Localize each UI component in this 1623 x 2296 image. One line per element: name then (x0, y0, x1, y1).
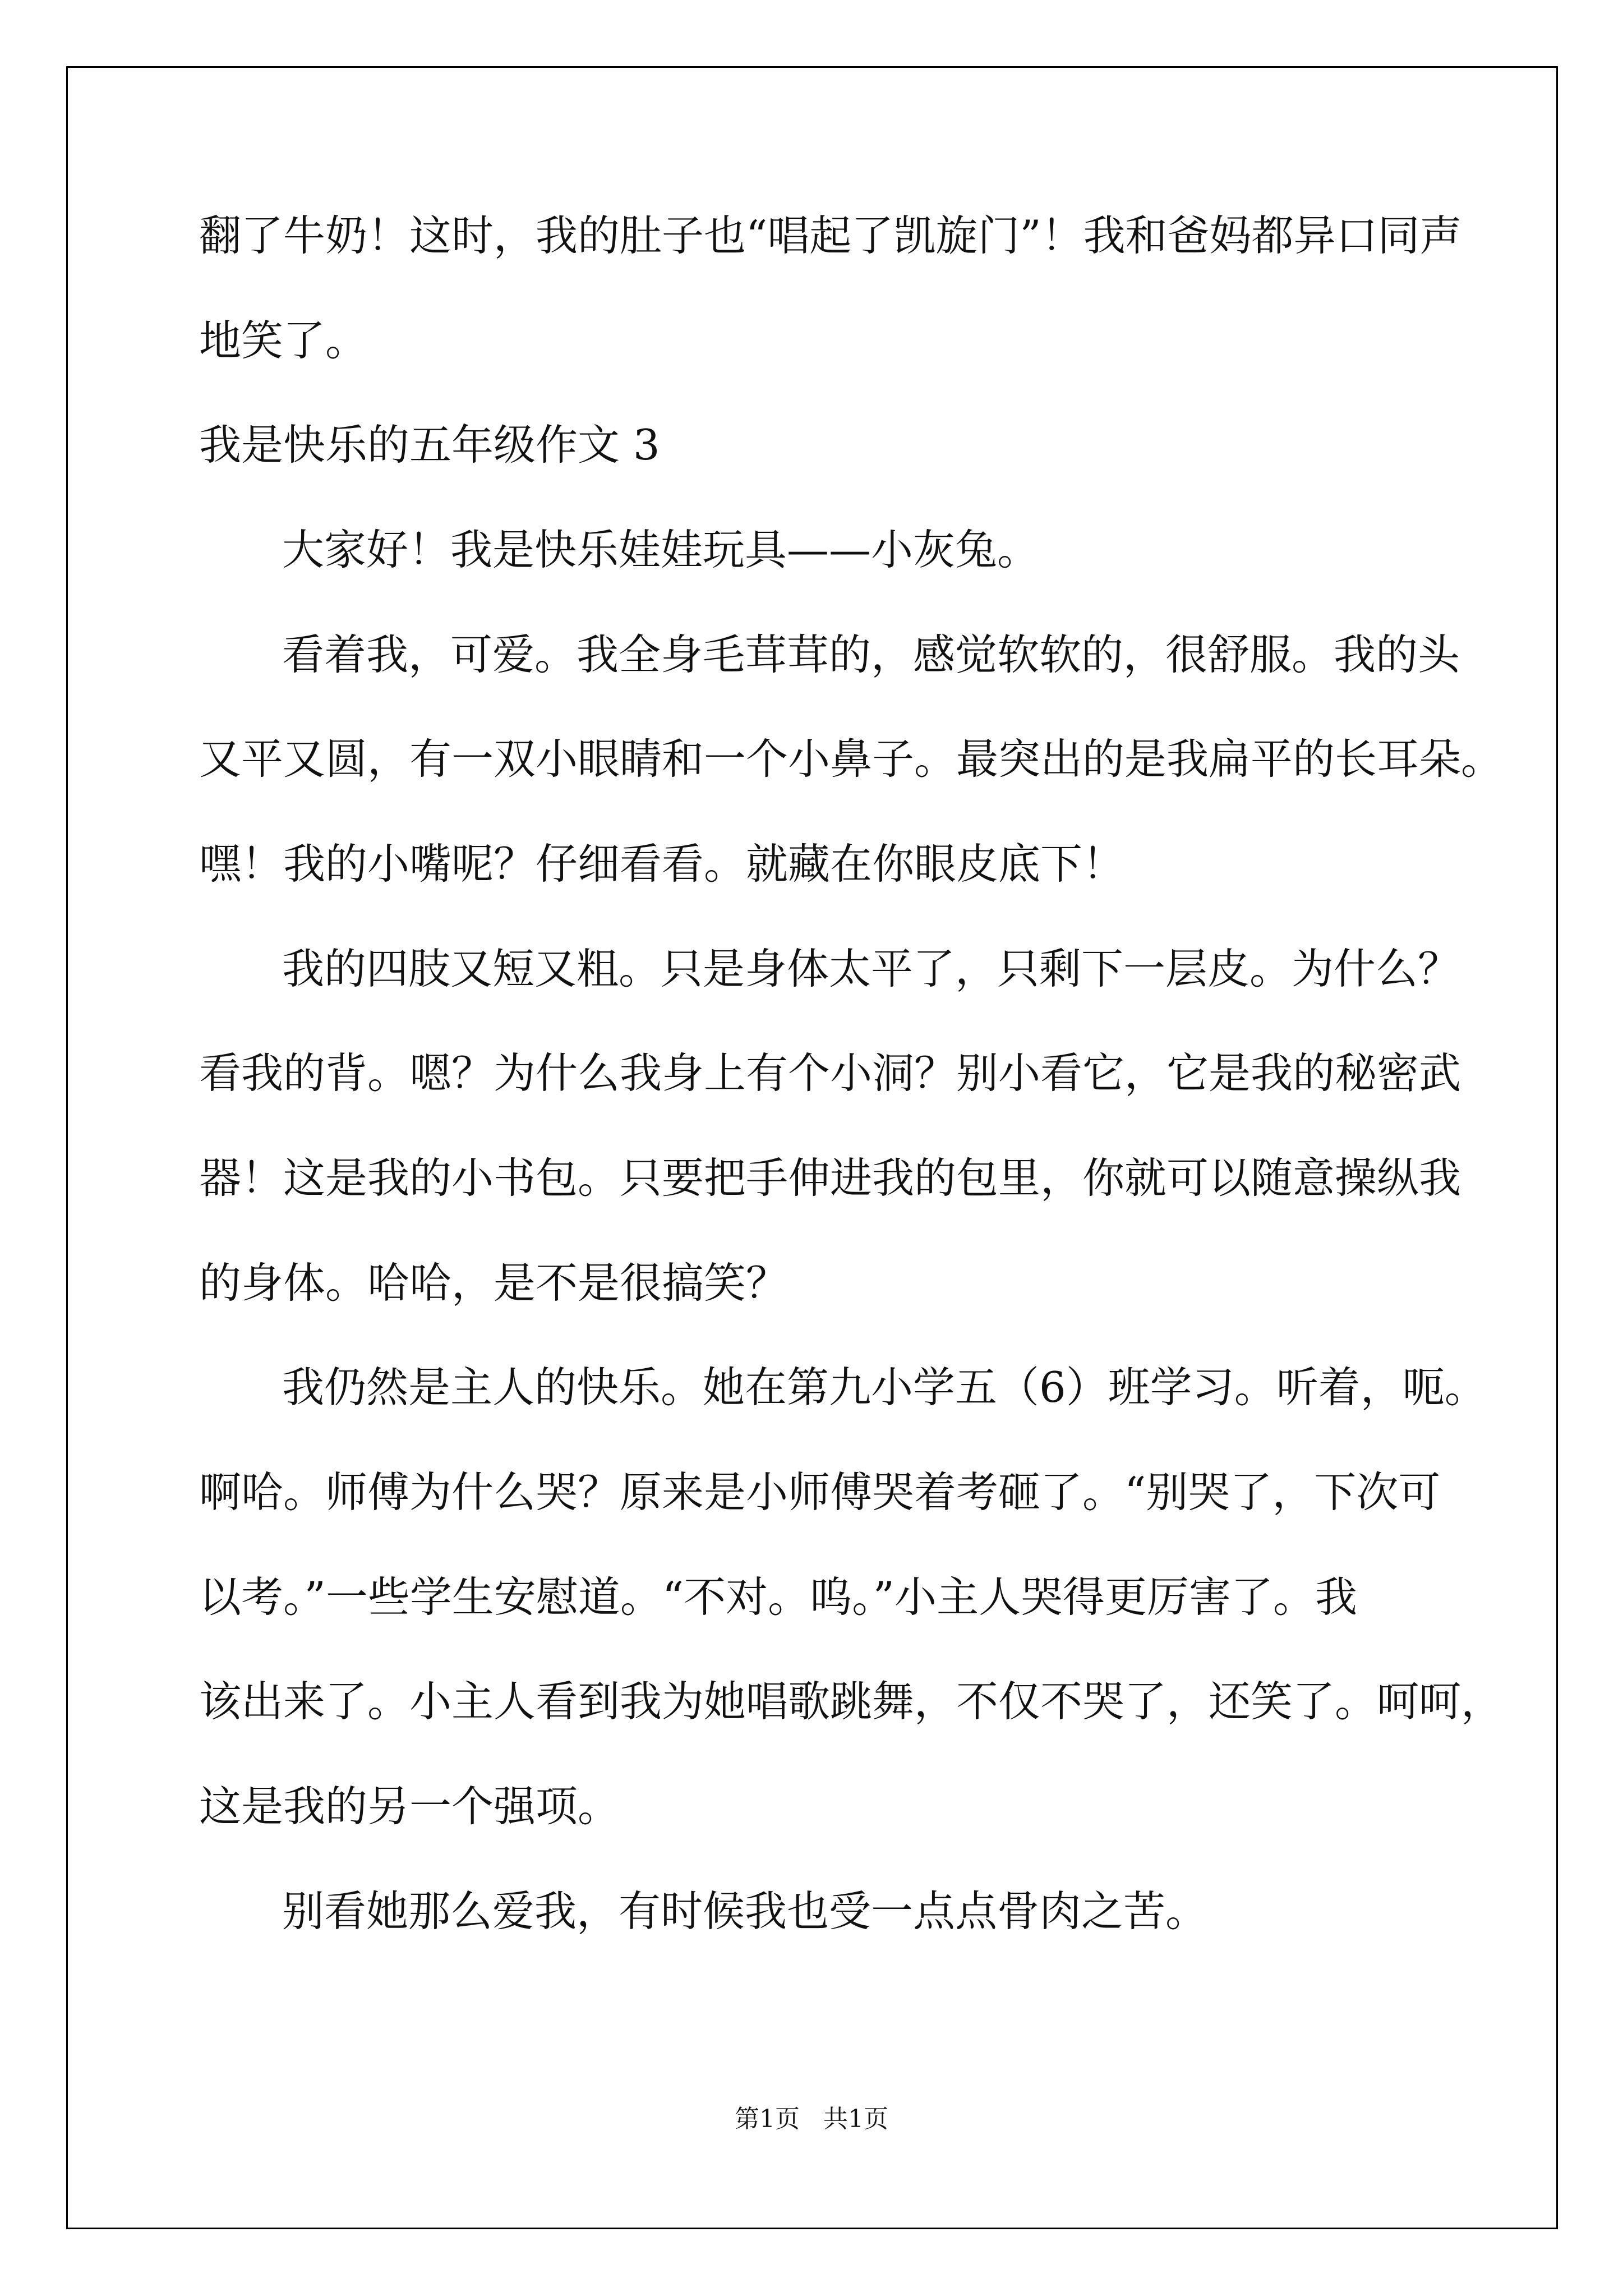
text-line: 看我的背。嗯？为什么我身上有个小洞？别小看它，它是我的秘密武 (199, 1048, 1461, 1098)
paragraph-start: 我仍然是主人的快乐。她在第九小学五（6）班学习。听着，呃。 (282, 1363, 1487, 1412)
paragraph-start: 看着我，可爱。我全身毛茸茸的，感觉软软的，很舒服。我的头 (282, 630, 1460, 679)
page-footer: 第1页 共1页 (735, 2105, 888, 2133)
text-line: 地笑了。 (199, 316, 368, 365)
text-line: 又平又圆，有一双小眼睛和一个小鼻子。最突出的是我扁平的长耳朵。 (199, 734, 1504, 784)
text-line: 啊哈。师傅为什么哭？原来是小师傅哭着考砸了。“别哭了，下次可 (199, 1467, 1441, 1517)
section-title: 我是快乐的五年级作文 3 (199, 420, 660, 470)
paragraph-start: 大家好！我是快乐娃娃玩具——小灰兔。 (282, 525, 1040, 574)
text-line: 器！这是我的小书包。只要把手伸进我的包里，你就可以随意操纵我 (199, 1153, 1461, 1203)
text-line: 的身体。哈哈，是不是很搞笑？ (199, 1258, 789, 1308)
paragraph-start: 别看她那么爱我，有时候我也受一点点骨肉之苦。 (282, 1887, 1208, 1936)
text-line: 翻了牛奶！这时，我的肚子也“唱起了凯旋门”！我和爸妈都异口同声 (199, 211, 1462, 260)
text-line: 以考。”一些学生安慰道。“不对。呜。”小主人哭得更厉害了。我 (199, 1572, 1358, 1622)
text-line: 该出来了。小主人看到我为她唱歌跳舞，不仅不哭了，还笑了。呵呵， (199, 1677, 1504, 1726)
text-line: 嘿！我的小嘴呢？仔细看看。就藏在你眼皮底下！ (199, 839, 1125, 889)
text-line: 这是我的另一个强项。 (199, 1782, 620, 1831)
paragraph-start: 我的四肢又短又粗。只是身体太平了，只剩下一层皮。为什么？ (282, 944, 1460, 993)
